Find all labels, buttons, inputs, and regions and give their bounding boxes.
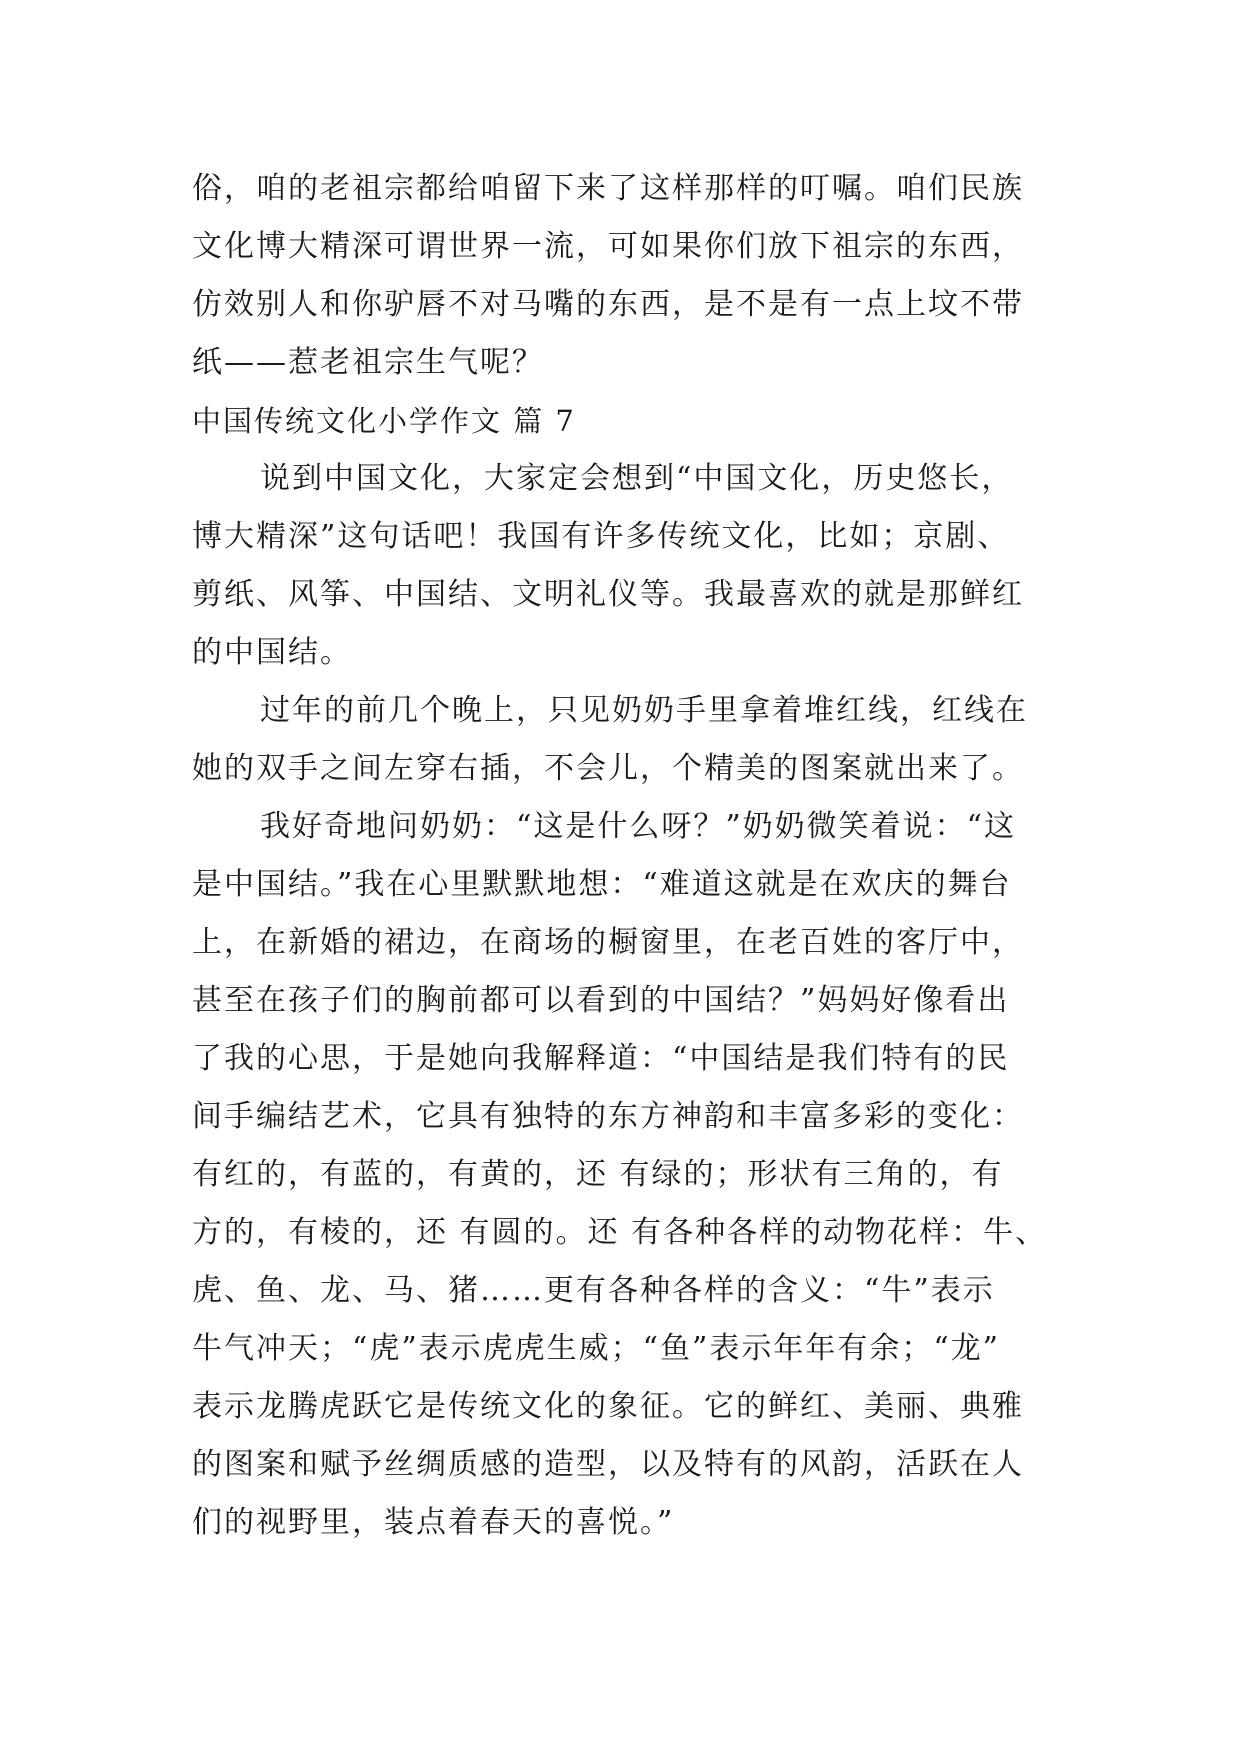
paragraph-3 — [192, 798, 1072, 1552]
text-line: 是中国结。”我在心里默默地想：“难道这就是在欢庆的舞台 — [192, 867, 1012, 902]
text-line: 博大精深”这句话吧！我国有许多传统文化，比如；京剧、 — [192, 519, 1010, 554]
text-line: 表示龙腾虎跃它是传统文化的象征。它的鲜红、美丽、典雅 — [192, 1389, 1024, 1424]
text-line: 有红的，有蓝的，有黄的，还 有绿的；形状有三角的，有 — [192, 1157, 1004, 1192]
text-line: 的图案和赋予丝绸质感的造型，以及特有的风韵，活跃在人 — [192, 1447, 1024, 1482]
text-line: 仿效别人和你驴唇不对马嘴的东西，是不是有一点上坟不带 — [192, 287, 1024, 322]
text-line: 文化博大精深可谓世界一流，可如果你们放下祖宗的东西， — [192, 229, 1024, 264]
text-line: 俗，咱的老祖宗都给咱留下来了这样那样的叮嘱。咱们民族 — [192, 171, 1024, 206]
text-line: 她的双手之间左穿右插，不会儿，个精美的图案就出来了。 — [192, 751, 1024, 786]
section-title: 中国传统文化小学作文 篇 7 — [192, 404, 576, 438]
text-line: 了我的心思，于是她向我解释道：“中国结是我们特有的民 — [192, 1041, 1010, 1076]
text-line: 方的，有棱的，还 有圆的。还 有各种各样的动物花样：牛、 — [192, 1215, 1048, 1250]
text-line: 的中国结。 — [192, 635, 352, 670]
text-line: 牛气冲天；“虎”表示虎虎生威；“鱼”表示年年有余；“龙” — [192, 1331, 1001, 1366]
text-line: 纸——惹老祖宗生气呢？ — [192, 345, 544, 380]
text-line: 间手编结艺术，它具有独特的东方神韵和丰富多彩的变化： — [192, 1099, 1024, 1134]
text-line: 过年的前几个晚上，只见奶奶手里拿着堆红线，红线在 — [260, 693, 1028, 728]
paragraph-1 — [192, 450, 1072, 682]
text-line: 说到中国文化，大家定会想到“中国文化，历史悠长， — [260, 461, 1014, 496]
text-line: 们的视野里，装点着春天的喜悦。” — [192, 1505, 675, 1540]
text-line: 虎、鱼、龙、马、猪……更有各种各样的含义：“牛”表示 — [192, 1273, 995, 1308]
paragraph-2 — [192, 682, 1072, 798]
text-line: 上，在新婚的裙边，在商场的橱窗里，在老百姓的客厅中， — [192, 925, 1024, 960]
text-line: 甚至在孩子们的胸前都可以看到的中国结？”妈妈好像看出 — [192, 983, 1010, 1018]
document-body — [192, 160, 1072, 1552]
text-line: 剪纸、风筝、中国结、文明礼仪等。我最喜欢的就是那鲜红 — [192, 577, 1024, 612]
continuation-paragraph — [192, 160, 1072, 392]
text-line: 我好奇地问奶奶：“这是什么呀？”奶奶微笑着说：“这 — [260, 809, 1017, 844]
